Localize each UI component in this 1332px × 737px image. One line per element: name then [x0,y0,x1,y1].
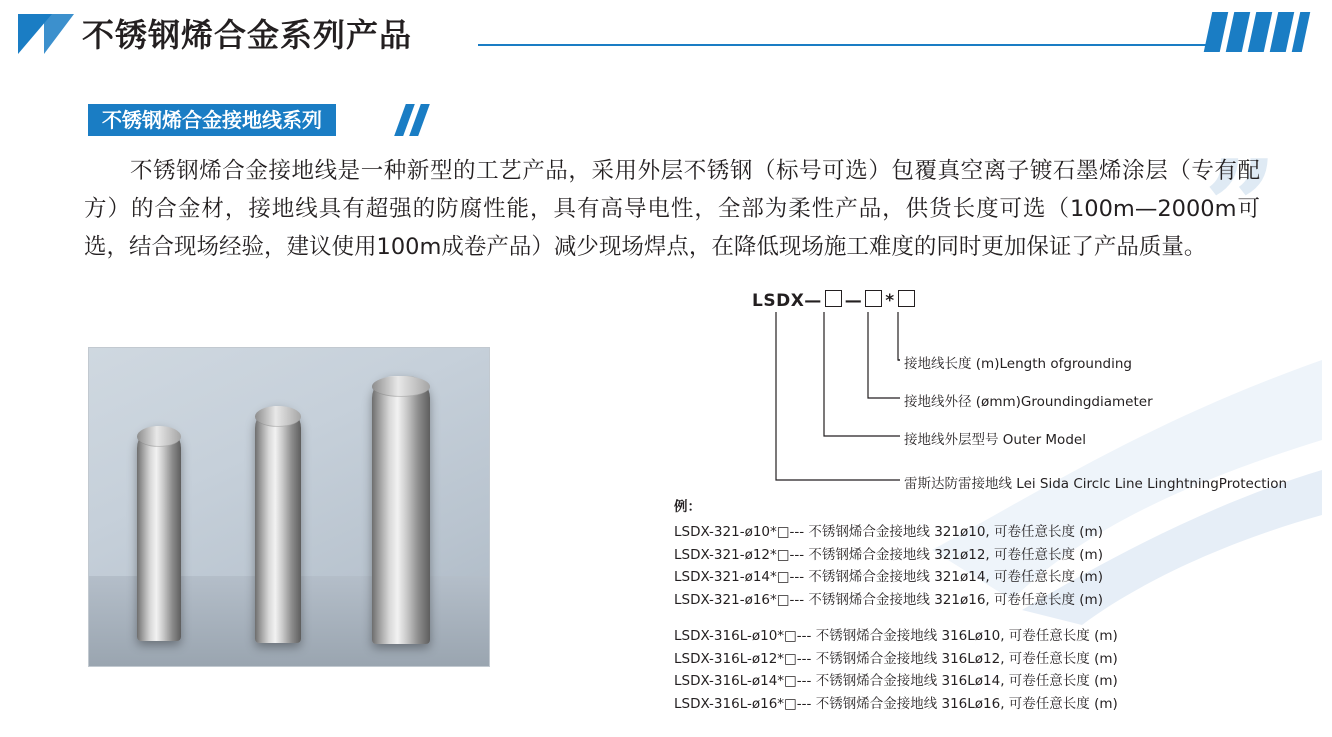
examples-block [674,495,1274,715]
section-badge: 不锈钢烯合金接地线系列 [88,104,336,136]
example-line: LSDX-316L-ø10*□--- 不锈钢烯合金接地线 316Lø10, 可卷任意长度 (m) [674,628,1118,644]
example-line: LSDX-316L-ø12*□--- 不锈钢烯合金接地线 316Lø12, 可卷任意长度 (m) [674,650,1118,667]
slanted-bars-icon [1208,12,1310,52]
arrow-mark-icon [18,14,78,54]
example-line: LSDX-321-ø14*□--- 不锈钢烯合金接地线 321ø14, 可卷任意长度 (m) [674,569,1103,585]
model-dash-1: — [804,291,822,311]
example-line: LSDX-321-ø10*□--- 不锈钢烯合金接地线 321ø10, 可卷任意长度 (m) [674,524,1103,540]
example-line: LSDX-316L-ø14*□--- 不锈钢烯合金接地线 316Lø14, 可卷任意长度 (m) [674,673,1118,689]
example-line: LSDX-321-ø12*□--- 不锈钢烯合金接地线 321ø12, 可卷任意长度 (m) [674,546,1103,563]
page-title: 不锈钢烯合金系列产品 [82,16,413,54]
legend-item-outer-model: 接地线外层型号 Outer Model [904,432,1086,448]
model-star: * [885,291,895,311]
intro-paragraph: 不锈钢烯合金接地线是一种新型的工艺产品，采用外层不锈钢（标号可选）包覆真空离子镀石墨烯涂层（专有配方）的合金材，接地线具有超强的防腐性能，具有高导电性，全部为柔性产品，供货长度可选（100m—2000m可选，结合现场经验，建议使用100m成卷产品）减少现场焊点，在降低现场施工难度的同时更加保证了产品质量。 [84,158,1260,260]
legend-item-diameter: 接地线外径 (ømm)Groundingdiameter [904,394,1153,410]
model-dash-2: — [844,291,863,311]
example-line: LSDX-321-ø16*□--- 不锈钢烯合金接地线 321ø16, 可卷任意长度 (m) [674,591,1103,608]
double-slash-icon [398,104,438,136]
product-photo [88,347,490,667]
model-code-diagram [672,290,1288,500]
header-divider [478,44,1206,46]
legend-item-brand: 雷斯达防雷接地线 Lei Sida Circlc Line LinghtningProtection [904,476,1288,492]
model-prefix: LSDX [752,291,805,311]
legend-item-length: 接地线长度 (m)Length ofgrounding [904,356,1132,372]
examples-title: 例： [674,499,701,515]
quote-watermark: ” [1203,131,1278,284]
page-header [0,0,1332,70]
examples-spacer [674,611,1274,625]
example-line: LSDX-316L-ø16*□--- 不锈钢烯合金接地线 316Lø16, 可卷任意长度 (m) [674,695,1118,712]
